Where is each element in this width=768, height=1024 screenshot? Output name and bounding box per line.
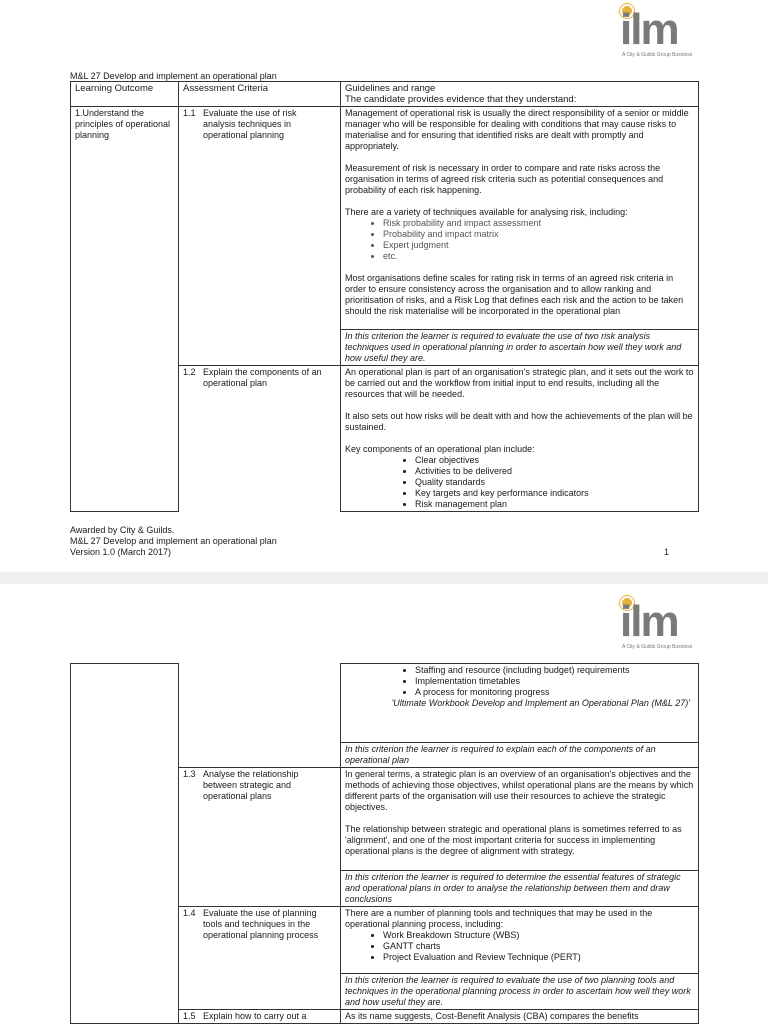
criterion-number: 1.2 <box>183 367 196 377</box>
criterion-text: Explain how to carry out a <box>203 1011 307 1021</box>
paragraph: Most organisations define scales for rating risk in terms of an agreed risk criteria in order to ensure consistency across the organisation and to allow ranking and prioritisation of risks, and a Risk Log that defines each risk and the action to be taken should the risk materialise will be incorporated in the operational plan <box>345 273 684 316</box>
criterion-1-5 <box>179 1010 341 1024</box>
list-item: • A process for monitoring progress <box>415 687 694 698</box>
criterion-number: 1.3 <box>183 769 196 779</box>
header-assessment-criteria: Assessment Criteria <box>179 82 341 107</box>
guidelines-1-4 <box>341 907 699 974</box>
header-guidelines-line1: Guidelines and range <box>345 83 436 94</box>
paragraph: Measurement of risk is necessary in order to compare and rate risks across the organisation in terms of agreed risk criteria such as potential consequences and probability of each risk happening. <box>345 163 664 195</box>
footer-line1: Awarded by City & Guilds. <box>70 525 175 535</box>
note-1-3: In this criterion the learner is required to determine the essential features of strategic and operational plans in order to analyse the relationship between them and draw conclusions <box>341 871 699 907</box>
list-item: • Activities to be delivered <box>415 466 694 477</box>
paragraph: As its name suggests, Cost-Benefit Analysis (CBA) compares the benefits <box>345 1011 639 1021</box>
table-header-row <box>71 82 699 107</box>
learning-outcome-1: 1.Understand the principles of operational planning <box>71 107 179 512</box>
list-item: • Risk probability and impact assessment <box>383 218 694 229</box>
footer <box>70 525 277 558</box>
list-item: • Clear objectives <box>415 455 694 466</box>
criterion-text: Evaluate the use of risk analysis techniques in operational planning <box>203 108 297 140</box>
criterion-number: 1.1 <box>183 108 196 118</box>
list-item: • GANTT charts <box>383 941 694 952</box>
header-guidelines <box>341 82 699 107</box>
list-item: • Quality standards <box>415 477 694 488</box>
paragraph: There are a number of planning tools and techniques that may be used in the operational planning process, including: <box>345 908 653 929</box>
guidelines-1-2-cont <box>341 664 699 743</box>
guidelines-1-5 <box>341 1010 699 1024</box>
bullet-list <box>345 930 694 963</box>
list-item: • Work Breakdown Structure (WBS) <box>383 930 694 941</box>
header-guidelines-line2: The candidate provides evidence that they understand: <box>345 94 577 105</box>
criterion-text: Explain the components of an operational plan <box>203 367 322 388</box>
paragraph: In general terms, a strategic plan is an overview of an organisation's objectives and the methods of achieving those objectives, whilst operational plans are the means by which different parts of the organisation will use their resources to achieve the strategic objectives. <box>345 769 694 812</box>
criterion-text: Evaluate the use of planning tools and techniques in the operational planning process <box>203 908 319 940</box>
note-1-4: In this criterion the learner is required to evaluate the use of two planning tools and techniques in the operational planning process in order to ascertain how well they work and how useful they are. <box>341 974 699 1010</box>
criterion-number: 1.4 <box>183 908 196 918</box>
document-title: M&L 27 Develop and implement an operational plan <box>70 71 277 81</box>
guidelines-1-3 <box>341 768 699 871</box>
paragraph: It also sets out how risks will be dealt with and how the achievements of the plan will be sustained. <box>345 411 693 432</box>
criterion-1-2 <box>179 366 341 512</box>
criterion-1-3 <box>179 768 341 907</box>
logo-text: ilm <box>620 5 678 54</box>
list-item: • Risk management plan <box>415 499 694 510</box>
list-item: • Key targets and key performance indicators <box>415 488 694 499</box>
ilm-logo <box>620 6 700 58</box>
note-1-1: In this criterion the learner is required to evaluate the use of two risk analysis techniques used in operational planning in order to ascertain how well they work and how useful they are. <box>341 330 699 366</box>
criterion-1-2-cont <box>179 664 341 768</box>
table-row <box>71 107 699 330</box>
criterion-text: Analyse the relationship between strategic and operational plans <box>203 769 299 801</box>
criterion-1-4 <box>179 907 341 1010</box>
learning-outcome-cont <box>71 664 179 1024</box>
criteria-table-page1 <box>70 81 699 512</box>
footer-line3: Version 1.0 (March 2017) <box>70 547 172 557</box>
page-number: 1 <box>664 547 670 557</box>
note-1-2: In this criterion the learner is required to explain each of the components of an operational plan <box>341 743 699 768</box>
list-item: • Probability and impact matrix <box>383 229 694 240</box>
list-item: • etc. <box>383 251 694 262</box>
list-item: • Implementation timetables <box>415 676 694 687</box>
footer-line2: M&L 27 Develop and implement an operational plan <box>70 536 277 546</box>
list-item: • Project Evaluation and Review Technique (PERT) <box>383 952 694 963</box>
logo-tagline: A City & Guilds Group Business <box>622 52 693 58</box>
paragraph: Key components of an operational plan include: <box>345 444 535 454</box>
guidelines-1-1 <box>341 107 699 330</box>
ilm-logo <box>620 598 700 650</box>
page-2 <box>0 584 768 1024</box>
paragraph: The relationship between strategic and operational plans is sometimes referred to as 'alignment', and one of the most important criteria for success in implementing operational plans is the degree of alignment with strategy. <box>345 824 682 856</box>
bullet-list <box>345 665 694 698</box>
criterion-number: 1.5 <box>183 1011 196 1021</box>
header-learning-outcome: Learning Outcome <box>71 82 179 107</box>
bullet-list <box>345 218 694 262</box>
bullet-list <box>345 455 694 510</box>
logo-text: ilm <box>620 597 678 646</box>
paragraph: There are a variety of techniques available for analysing risk, including: <box>345 207 628 217</box>
paragraph: An operational plan is part of an organisation's strategic plan, and it sets out the work to be carried out and the workflow from initial input to end results, including all the resources that will be needed. <box>345 367 694 399</box>
logo-tagline: A City & Guilds Group Business <box>622 644 693 650</box>
paragraph: Management of operational risk is usually the direct responsibility of a senior or middle manager who will be responsible for dealing with conditions that may cause risks to materialise and for ensuring that identified risks are dealt with promptly and appropriately. <box>345 108 689 151</box>
criterion-1-1 <box>179 107 341 366</box>
list-item: • Expert judgment <box>383 240 694 251</box>
list-item: • Staffing and resource (including budget) requirements <box>415 665 694 676</box>
criteria-table-page2 <box>70 663 699 1024</box>
guidelines-1-2 <box>341 366 699 512</box>
table-row <box>71 664 699 743</box>
reference: 'Ultimate Workbook Develop and Implement an Operational Plan (M&L 27)' <box>391 698 690 708</box>
